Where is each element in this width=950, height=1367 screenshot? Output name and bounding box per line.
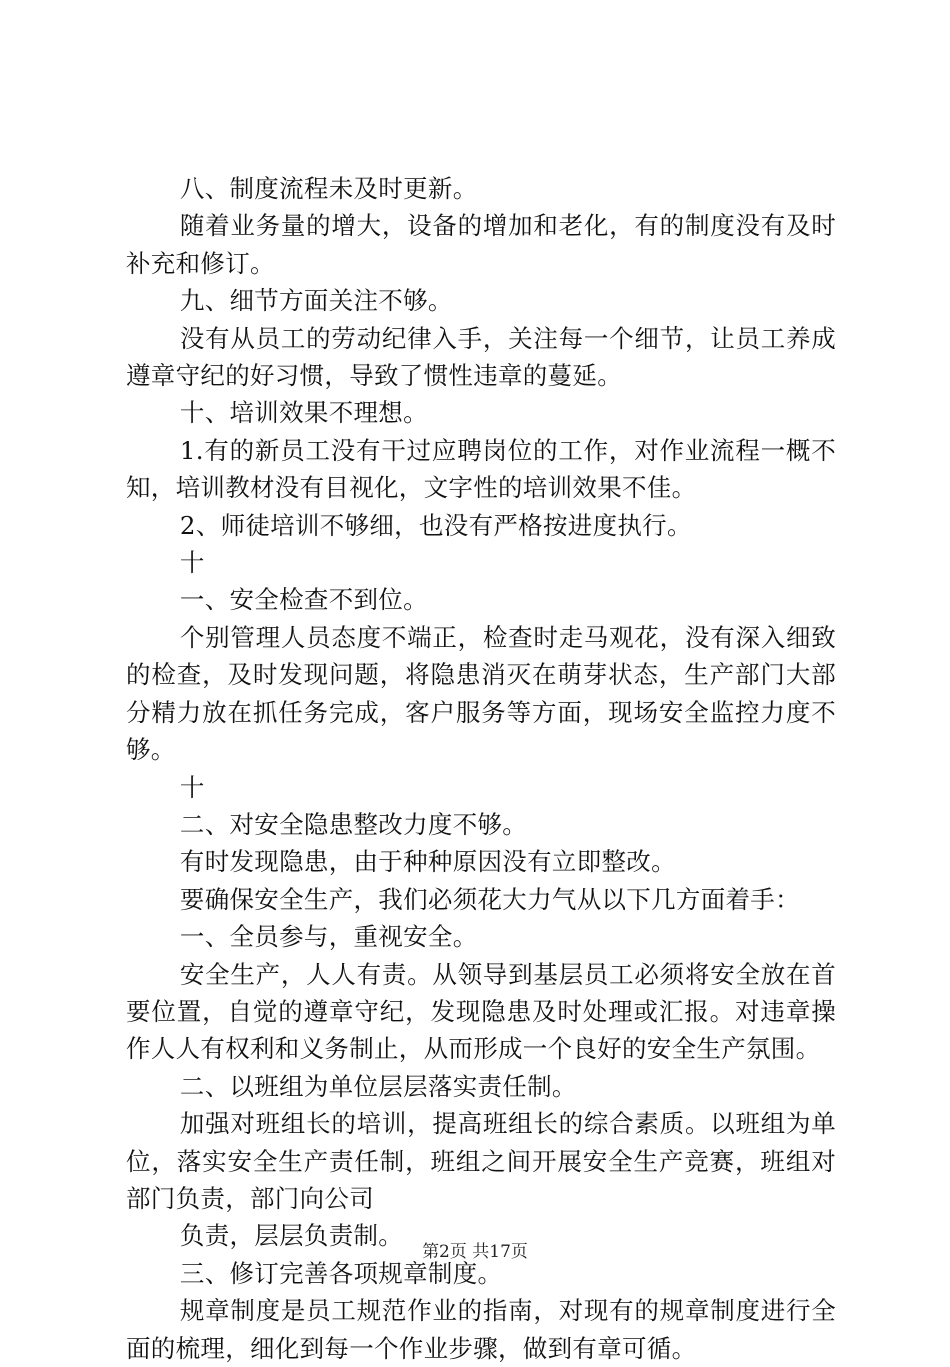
document-body — [126, 170, 836, 1367]
page-number: 第2页 共17页 — [422, 1242, 528, 1262]
paragraph: 负责，层层负责制。 — [179, 1221, 404, 1251]
paragraph-heading-measure-1: 一、全员参与，重视安全。 — [179, 922, 478, 952]
paragraph-heading-measure-2: 二、以班组为单位层层落实责任制。 — [179, 1071, 577, 1101]
paragraph: 随着业务量的增大，设备的增加和老化，有的制度没有及时补充和修订。 — [126, 211, 836, 278]
paragraph-heading-fragment: 十 — [179, 548, 205, 578]
paragraph: 2、师徒培训不够细，也没有严格按进度执行。 — [179, 510, 692, 540]
paragraph-heading-11: 一、安全检查不到位。 — [179, 585, 428, 615]
paragraph-heading-8: 八、制度流程未及时更新。 — [179, 174, 478, 203]
paragraph-heading-10: 十、培训效果不理想。 — [179, 398, 428, 428]
paragraph: 没有从员工的劳动纪律入手，关注每一个细节，让员工养成遵章守纪的好习惯，导致了惯性违章的蔓延。 — [126, 323, 836, 391]
paragraph-heading-12: 二、对安全隐患整改力度不够。 — [179, 809, 528, 839]
paragraph: 要确保安全生产，我们必须花大力气从以下几方面着手： — [179, 884, 800, 914]
page-footer — [0, 1240, 950, 1264]
paragraph-heading-measure-3: 三、修订完善各项规章制度。 — [179, 1258, 503, 1288]
paragraph: 安全生产，人人有责。从领导到基层员工必须将安全放在首要位置，自觉的遵章守纪，发现隐患及时处理或汇报。对违章操作人人有权利和义务制止，从而形成一个良好的安全生产氛围。 — [126, 959, 836, 1064]
paragraph: 1.有的新员工没有干过应聘岗位的工作，对作业流程一概不知，培训教材没有目视化，文字性的培训效果不佳。 — [126, 435, 836, 503]
paragraph: 规章制度是员工规范作业的指南，对现有的规章制度进行全面的梳理，细化到每一个作业步骤，做到有章可循。 — [126, 1296, 836, 1363]
paragraph-heading-fragment: 十 — [179, 772, 205, 802]
paragraph-heading-9: 九、细节方面关注不够。 — [179, 286, 453, 316]
paragraph: 有时发现隐患，由于种种原因没有立即整改。 — [179, 847, 676, 877]
paragraph: 个别管理人员态度不端正，检查时走马观花，没有深入细致的检查，及时发现问题，将隐患消灭在萌芽状态，生产部门大部分精力放在抓任务完成，客户服务等方面，现场安全监控力度不够。 — [126, 622, 836, 765]
paragraph: 加强对班组长的培训，提高班组长的综合素质。以班组为单位，落实安全生产责任制，班组之间开展安全生产竞赛，班组对部门负责，部门向公司 — [126, 1109, 836, 1213]
